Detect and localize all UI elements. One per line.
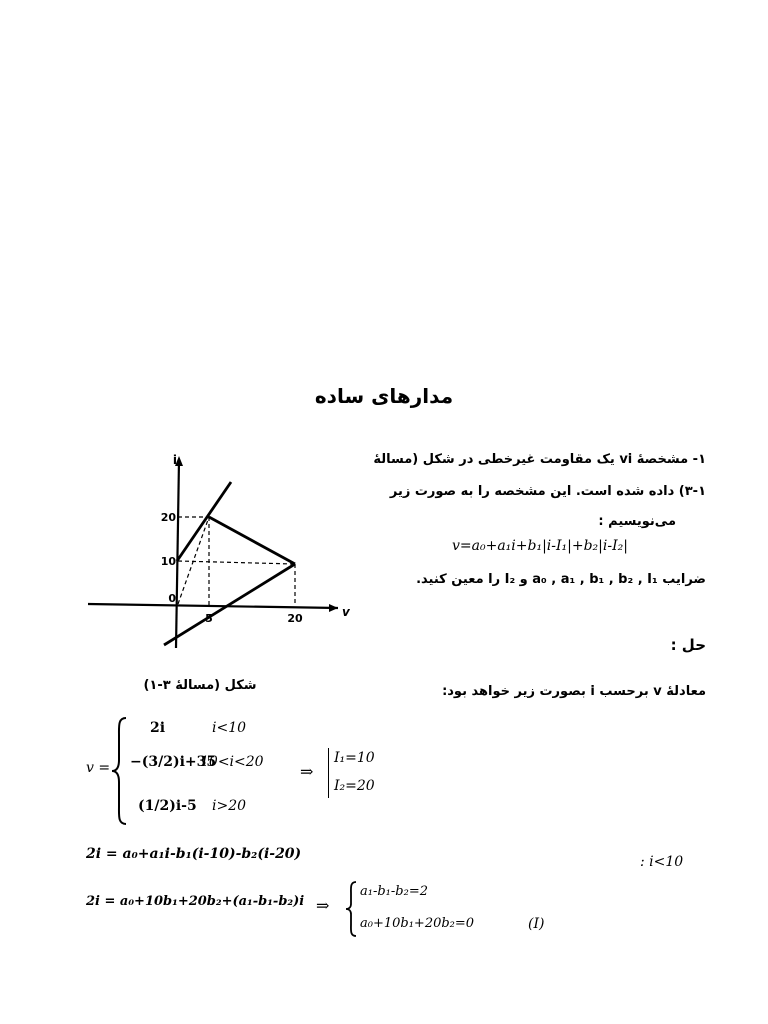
segment-upper [177,482,231,561]
case-1-expr: 2i [150,720,166,736]
y-axis [176,460,179,648]
solution-heading: حل : [670,636,706,654]
case-3-expr: (1/2)i-5 [138,798,197,814]
x-tick-20: 20 [287,612,303,625]
system-eq-1: a₁-b₁-b₂=2 [360,884,428,899]
equation-1: 2i = a₀+a₁i-b₁(i-10)-b₂(i-20) [86,846,302,862]
piecewise-lhs: v = [86,760,111,776]
case-2-cond: 10<i<20 [200,754,264,770]
implies-arrow-1: ⇒ [300,762,314,781]
result-i1: I₁=10 [334,750,375,766]
segment-middle [209,517,295,564]
problem-line-1: ۱- مشخصهٔ vi یک مقاومت غیرخطی در شکل (مسالهٔ [373,452,706,467]
vi-characteristic-figure [80,448,350,693]
left-brace [110,716,130,826]
problem-line-4: ضرایب a₀ , a₁ , b₁ , b₂ , I₁ و I₂ را معین کنید. [416,572,706,587]
problem-line-2: ۳-۱) داده شده است. این مشخصه را به صورت زیر [389,484,706,499]
implies-arrow-2: ⇒ [316,896,330,915]
system-eq-2: a₀+10b₁+20b₂=0 [360,916,475,931]
equation-1-condition: : i<10 [640,854,684,870]
y-tick-10: 10 [160,555,176,568]
problem-formula: v=a₀+a₁i+b₁|i-I₁|+b₂|i-I₂| [452,538,628,554]
x-axis [88,604,338,608]
case-2-expr: −(3/2)i+35 [130,754,217,770]
case-3-cond: i>20 [212,798,247,814]
equation-2: 2i = a₀+10b₁+20b₂+(a₁-b₁-b₂)i [86,894,305,909]
problem-line-3: می‌نویسیم : [598,514,676,529]
y-tick-0: 0 [168,592,176,605]
guide-diagonal [178,517,209,604]
y-tick-20: 20 [160,511,176,524]
result-bar [328,748,329,798]
system-label: (I) [528,916,545,932]
system-brace [344,880,358,938]
y-axis-label: i [172,453,177,467]
case-1-cond: i<10 [212,720,247,736]
x-tick-5: 5 [205,612,213,625]
result-i2: I₂=20 [334,778,375,794]
solution-intro: معادلهٔ v برحسب i بصورت زیر خواهد بود: [442,684,706,699]
x-axis-label: v [342,605,350,619]
guide-i10-h [178,561,294,564]
x-axis-arrow [329,604,338,612]
section-title: مدارهای ساده [314,384,454,408]
figure-caption: شکل (مسالهٔ ۳-۱) [143,678,257,693]
